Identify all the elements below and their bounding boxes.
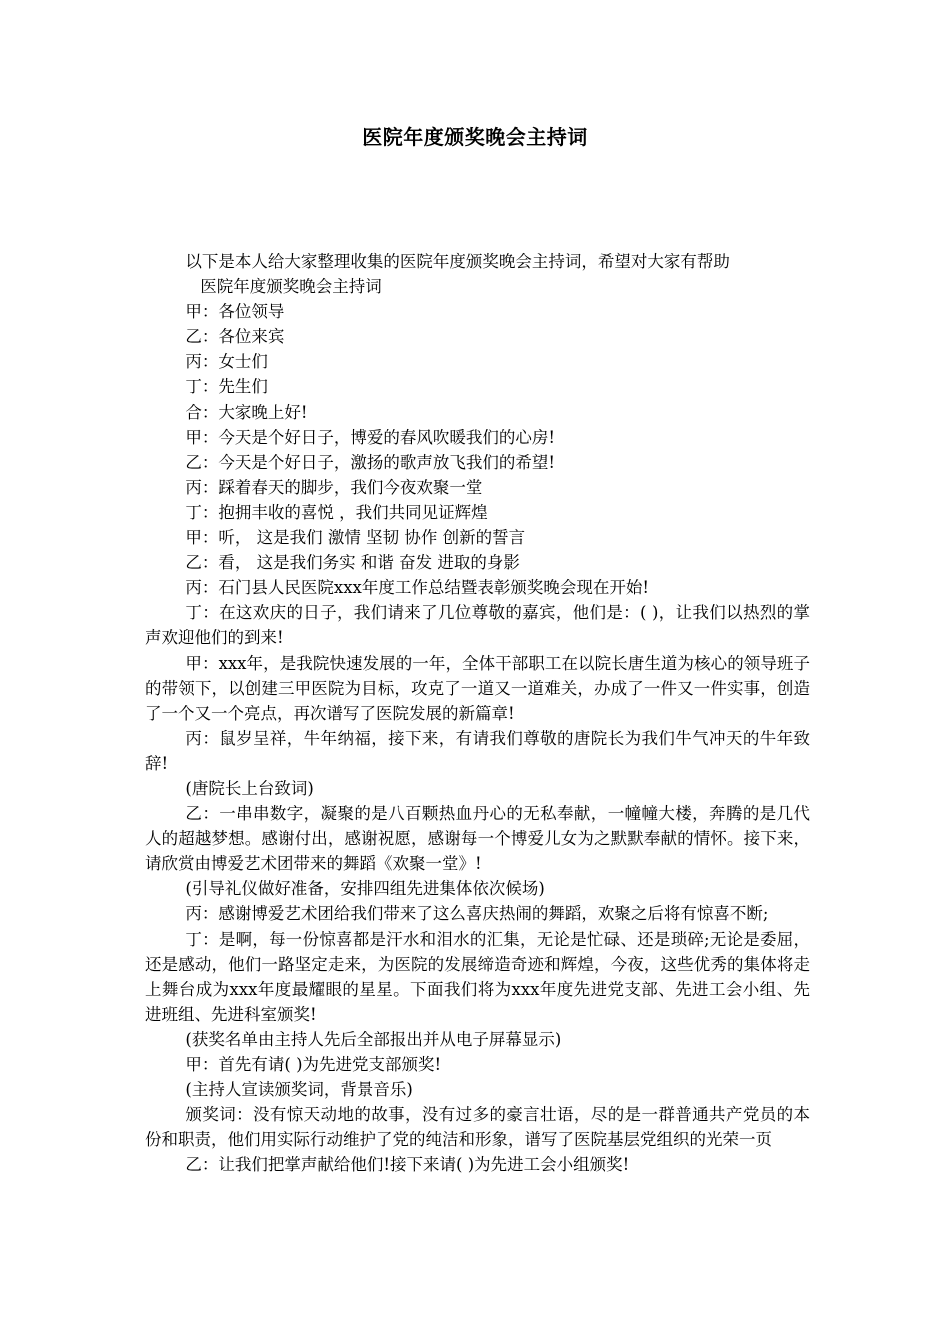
- stage-direction: (引导礼仪做好准备，安排四组先进集体依次候场): [185, 879, 545, 899]
- paragraph: 丁：先生们: [185, 377, 268, 397]
- paragraph: 甲：今天是个好日子，博爱的春风吹暖我们的心房!: [185, 427, 556, 447]
- paragraph: 乙：一串串数字，凝聚的是八百颗热血丹心的无私奉献，一幢幢大楼，奔腾的是几代人的超越梦想。感谢付出，感谢祝愿，感谢每一个博爱儿女为之默默奉献的情怀。接下来，请欣赏由博爱艺术团带来的舞蹈《欢聚一堂》!: [145, 804, 810, 874]
- stage-direction: (主持人宣读颁奖词，背景音乐): [185, 1080, 413, 1100]
- paragraph-subtitle: 医院年度颁奖晚会主持词: [200, 277, 382, 297]
- paragraph: 丁：是啊，每一份惊喜都是汗水和泪水的汇集，无论是忙碌、还是琐碎;无论是委屈，还是感动，他们一路坚定走来，为医院的发展缔造奇迹和辉煌，今夜，这些优秀的集体将走上舞台成为xxx年度最耀眼的星星。下面我们将为xxx年度先进党支部、先进工会小组、先进班组、先进科室颁奖!: [145, 929, 810, 1024]
- stage-direction: (唐院长上台致词): [185, 778, 314, 798]
- document-body: [145, 249, 810, 1177]
- paragraph: 丁：抱拥丰收的喜悦 ，我们共同见证辉煌: [185, 502, 488, 522]
- paragraph: 丙：石门县人民医院xxx年度工作总结暨表彰颁奖晚会现在开始!: [185, 578, 649, 598]
- paragraph: 丙：女士们: [185, 352, 268, 372]
- paragraph: 合：大家晚上好!: [185, 402, 308, 422]
- paragraph: 乙：各位来宾: [185, 327, 285, 347]
- paragraph: 乙：让我们把掌声献给他们!接下来请( )为先进工会小组颁奖!: [185, 1155, 630, 1175]
- paragraph: 丙：鼠岁呈祥，牛年纳福，接下来，有请我们尊敬的唐院长为我们牛气冲天的牛年致辞!: [145, 728, 810, 773]
- paragraph: 丁：在这欢庆的日子，我们请来了几位尊敬的嘉宾，他们是：( )，让我们以热烈的掌声欢迎他们的到来!: [145, 603, 810, 648]
- paragraph-intro: 以下是本人给大家整理收集的医院年度颁奖晚会主持词，希望对大家有帮助: [185, 252, 730, 271]
- paragraph: 甲：各位领导: [185, 302, 285, 322]
- paragraph: 颁奖词：没有惊天动地的故事，没有过多的豪言壮语，尽的是一群普通共产党员的本份和职责，他们用实际行动维护了党的纯洁和形象，谱写了医院基层党组织的光荣一页: [145, 1105, 810, 1150]
- paragraph: 丙：踩着春天的脚步，我们今夜欢聚一堂: [185, 477, 483, 497]
- paragraph: 甲：听， 这是我们 激情 坚韧 协作 创新的誓言: [185, 528, 526, 548]
- stage-direction: (获奖名单由主持人先后全部报出并从电子屏幕显示): [185, 1029, 562, 1049]
- paragraph: 丙：感谢博爱艺术团给我们带来了这么喜庆热闹的舞蹈，欢聚之后将有惊喜不断;: [185, 904, 769, 924]
- paragraph: 甲：xxx年，是我院快速发展的一年，全体干部职工在以院长唐生道为核心的领导班子的带领下，以创建三甲医院为目标，攻克了一道又一道难关，办成了一件又一件实事，创造了一个又一个亮点，再次谱写了医院发展的新篇章!: [145, 653, 810, 723]
- paragraph: 乙：今天是个好日子，激扬的歌声放飞我们的希望!: [185, 452, 556, 472]
- document-title: 医院年度颁奖晚会主持词: [362, 125, 588, 149]
- paragraph: 乙：看， 这是我们务实 和谐 奋发 进取的身影: [185, 553, 520, 573]
- paragraph: 甲：首先有请( )为先进党支部颁奖!: [185, 1055, 442, 1074]
